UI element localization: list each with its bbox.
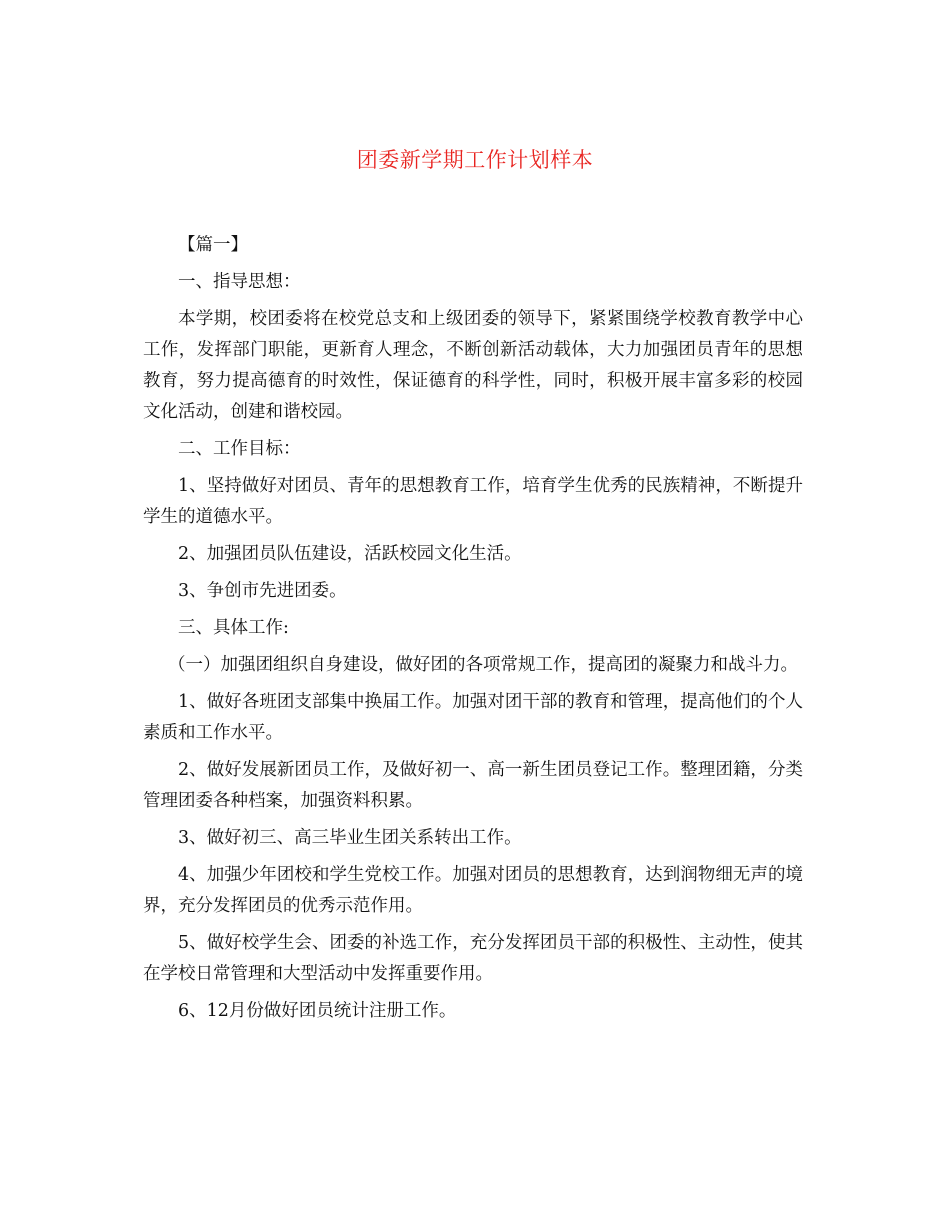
goal-item-2: 2、加强团员队伍建设，活跃校园文化生活。 [178, 544, 522, 564]
work-item-6: 6、12月份做好团员统计注册工作。 [178, 1001, 457, 1021]
document-body [143, 230, 803, 1033]
document-title: 团委新学期工作计划样本 [356, 148, 594, 172]
work-item-1: 1、做好各班团支部集中换届工作。加强对团干部的教育和管理，提高他们的个人素质和工作水平。 [143, 692, 803, 743]
goal-item-3: 3、争创市先进团委。 [178, 581, 347, 601]
work-item-5: 5、做好校学生会、团委的补选工作，充分发挥团员干部的积极性、主动性，使其在学校日常管理和大型活动中发挥重要作用。 [143, 933, 803, 984]
heading-specific-work: 三、具体工作: [178, 618, 289, 638]
heading-work-goals: 二、工作目标： [178, 439, 301, 459]
work-item-3: 3、做好初三、高三毕业生团关系转出工作。 [178, 828, 522, 848]
section-label: 【篇一】 [178, 235, 248, 255]
paragraph-guiding-thought: 本学期，校团委将在校党总支和上级团委的领导下，紧紧围绕学校教育教学中心工作，发挥部门职能，更新育人理念，不断创新活动载体，大力加强团员青年的思想教育，努力提高德育的时效性，保证德育的科学性，同时，积极开展丰富多彩的校园文化活动，创建和谐校园。 [143, 309, 803, 422]
subheading-organization: （一）加强团组织自身建设，做好团的各项常规工作，提高团的凝聚力和战斗力。 [168, 655, 798, 675]
heading-guiding-thought: 一、指导思想： [178, 272, 301, 292]
work-item-2: 2、做好发展新团员工作，及做好初一、高一新生团员登记工作。整理团籍，分类管理团委各种档案，加强资料积累。 [143, 760, 803, 811]
work-item-4: 4、加强少年团校和学生党校工作。加强对团员的思想教育，达到润物细无声的境界，充分发挥团员的优秀示范作用。 [143, 865, 803, 916]
goal-item-1: 1、坚持做好对团员、青年的思想教育工作，培育学生优秀的民族精神，不断提升学生的道德水平。 [143, 476, 803, 527]
